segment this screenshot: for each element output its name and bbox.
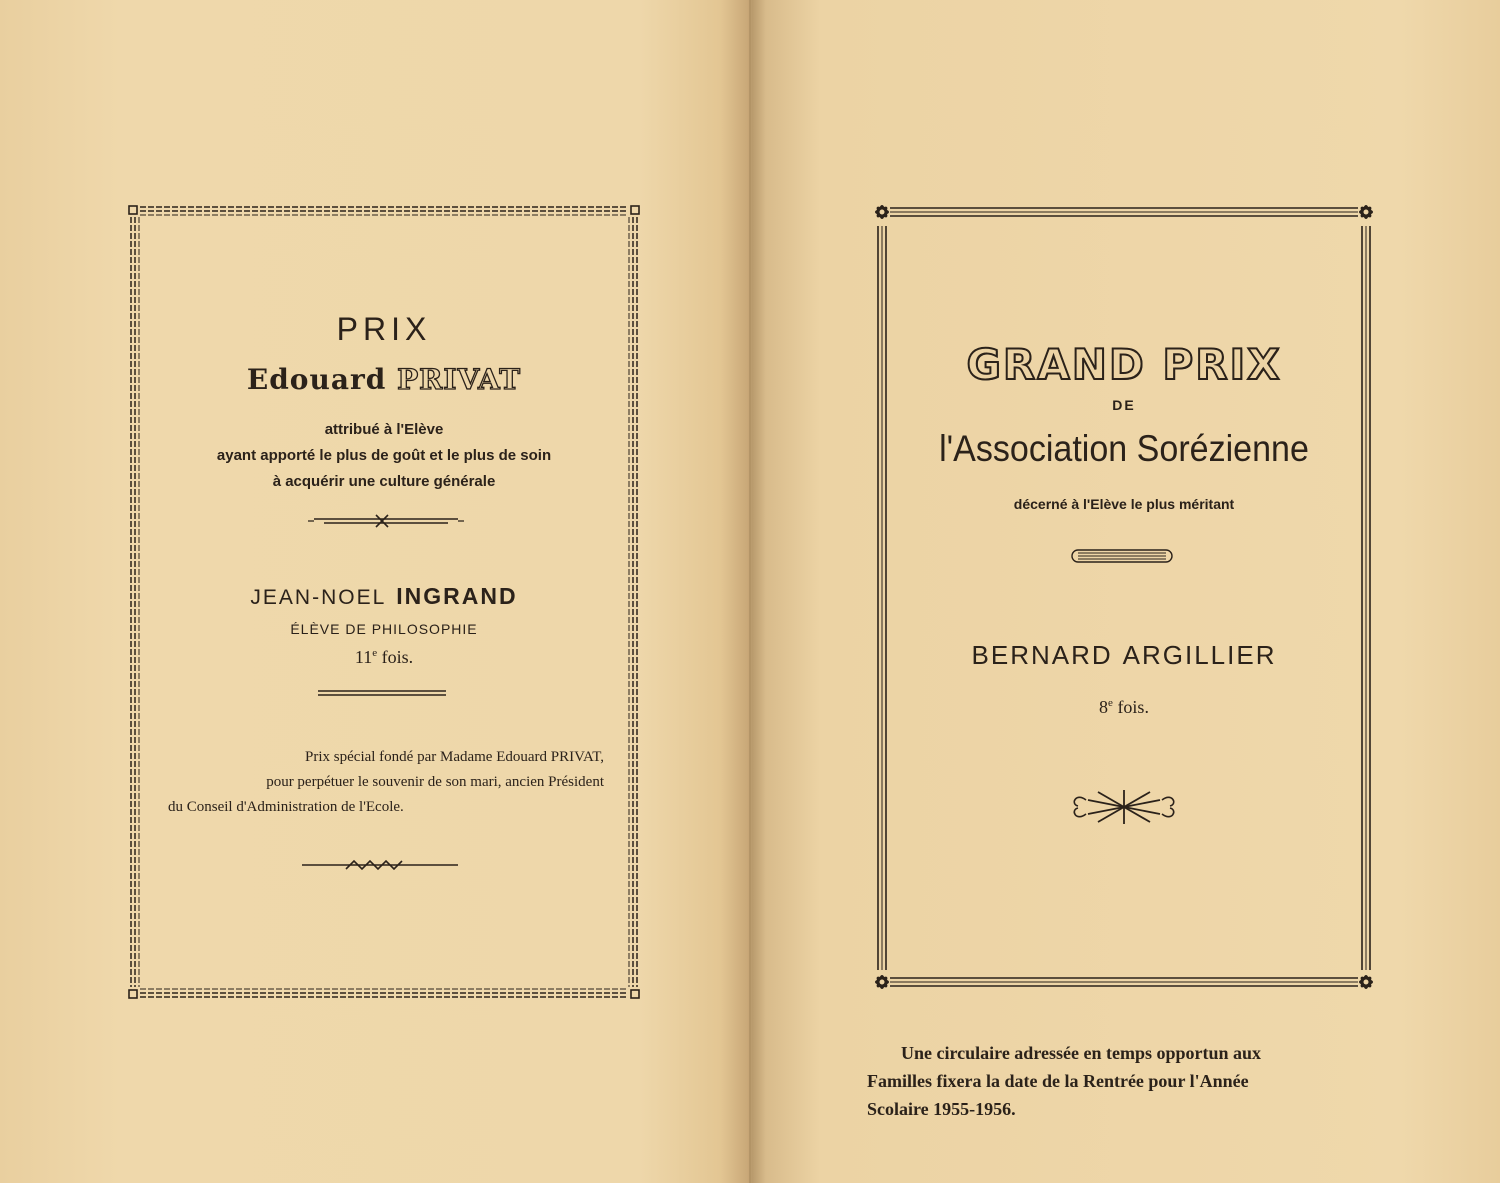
grand-prix-title: GRAND PRIX [966,340,1282,389]
notice-line: Une circulaire adressée en temps opportun aux [901,1043,1261,1063]
times-word: fois. [1112,697,1149,717]
times-count [128,647,640,668]
attribution-line: ayant apporté le plus de goût et le plus de soin [216,447,552,464]
prize-name-first: Edouard [246,363,387,396]
attribution-line: attribué à l'Elève [324,421,444,438]
left-frame [128,203,640,1001]
right-frame [866,200,1382,998]
prize-name-last: PRIVAT [397,363,522,396]
laureate-first-name: BERNARD [971,640,1113,670]
special-note [158,745,604,820]
notice-line: Familles fixera la date de la Rentrée pour l'Année [867,1071,1249,1091]
circular-notice [867,1039,1397,1123]
attribution-line: à acquérir une culture générale [272,473,496,490]
prize-title: PRIX [336,311,432,347]
note-line: pour perpétuer le souvenir de son mari, ancien Président [266,774,604,790]
award-description: décerné à l'Elève le plus méritant [1013,496,1235,512]
association-name: l'Association Sorézienne [939,428,1309,469]
laureate-name [866,640,1382,671]
class-label: ÉLÈVE DE PHILOSOPHIE [290,621,478,637]
times-count [866,697,1382,718]
laureate-last-name: ARGILLIER [1122,640,1277,670]
times-number: 8 [1099,697,1109,717]
laureate-name [128,583,640,610]
note-line: Prix spécial fondé par Madame Edouard PRIVAT, [305,749,604,765]
laureate-last-name: INGRAND [396,583,518,609]
right-page [750,0,1500,1183]
right-border-ornament [866,200,1382,998]
prize-name [128,363,640,396]
times-suffix: e [1108,697,1113,709]
times-word: fois. [377,647,414,667]
prize-attribution [128,417,640,495]
times-suffix: e [372,647,378,659]
times-number: 11 [354,647,373,667]
de-label: DE [1112,397,1136,413]
note-line: du Conseil d'Administration de l'Ecole. [168,799,404,815]
notice-line: Scolaire 1955-1956. [867,1099,1016,1119]
laureate-first-name: JEAN-NOEL [250,586,387,609]
